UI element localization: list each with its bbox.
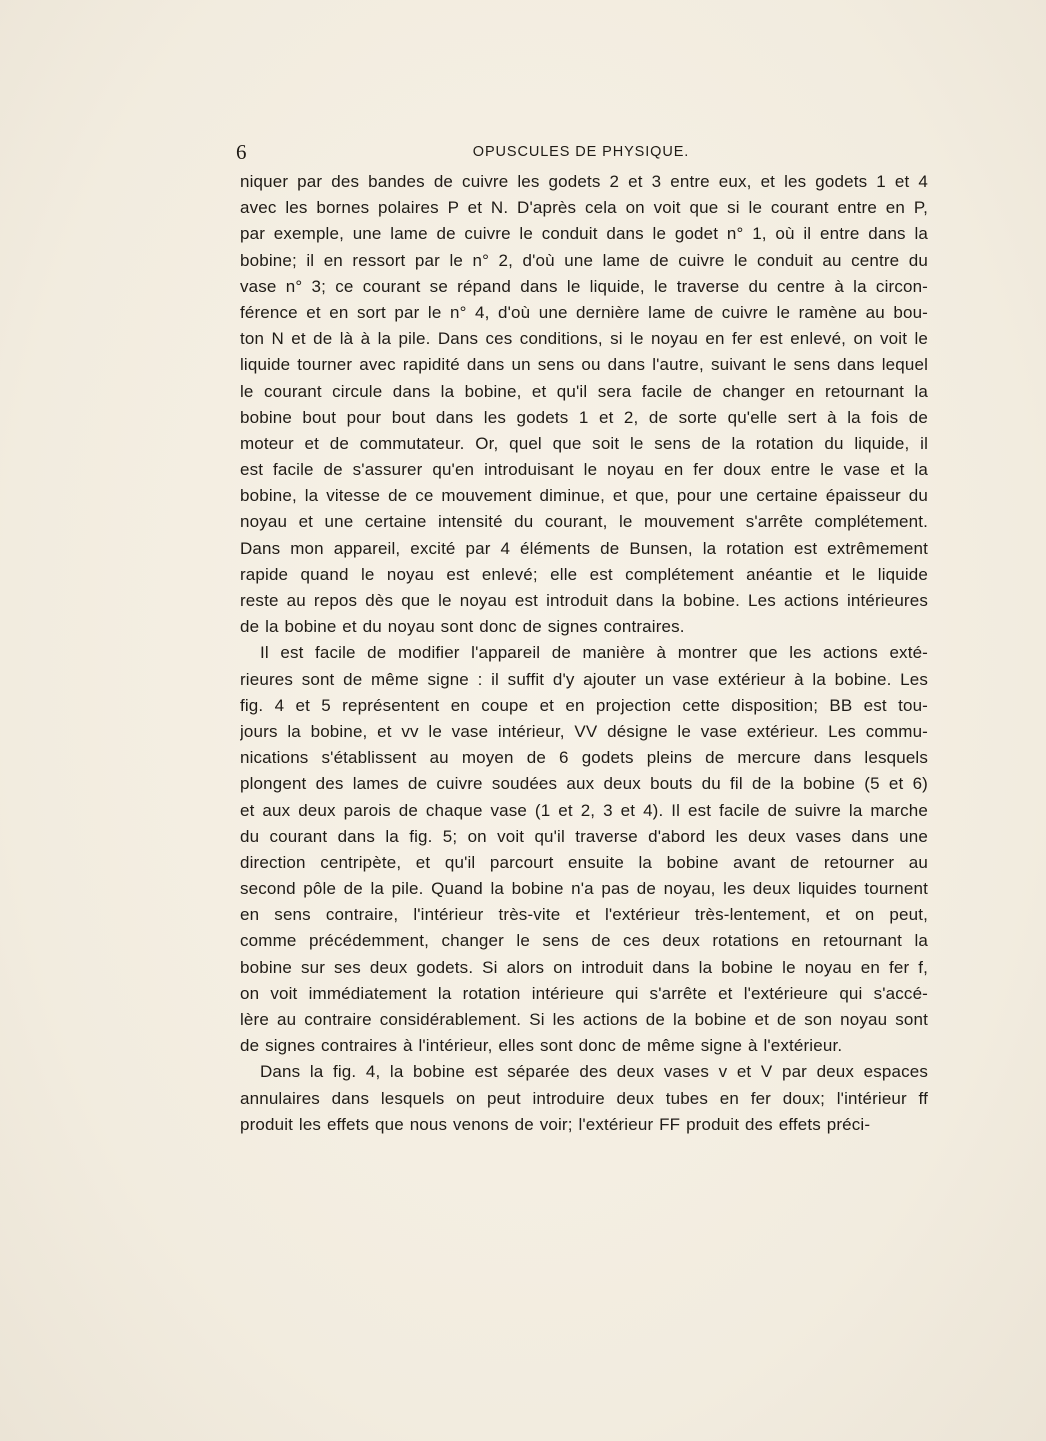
text-line: de la bobine et du noyau sont donc de signes contraires. — [240, 617, 685, 637]
text-line: bobine bout pour bout dans les godets 1 et 2, de sorte qu'elle sert à la fois de — [240, 407, 928, 427]
text-line: est facile de s'assurer qu'en introduisant le noyau en fer doux entre le vase et la — [240, 460, 928, 480]
text-line: annulaires dans lesquels on peut introduire deux tubes en fer doux; l'intérieur ff — [240, 1088, 928, 1108]
text-line: Il est facile de modifier l'appareil de manière à montrer que les actions exté- — [260, 643, 928, 663]
text-line: et aux deux parois de chaque vase (1 et 2, 3 et 4). Il est facile de suivre la marche — [240, 800, 928, 820]
paragraph — [240, 640, 928, 1059]
text-line: rapide quand le noyau est enlevé; elle est complétement anéantie et le liquide — [240, 564, 928, 584]
text-line: second pôle de la pile. Quand la bobine n'a pas de noyau, les deux liquides tournent — [240, 879, 928, 899]
text-line: vase n° 3; ce courant se répand dans le liquide, le traverse du centre à la circon- — [240, 276, 928, 296]
text-line: de signes contraires à l'intérieur, elles sont donc de même signe à l'extérieur. — [240, 1036, 843, 1056]
text-line: le courant circule dans la bobine, et qu'il sera facile de changer en retournant la — [240, 381, 928, 401]
text-line: par exemple, une lame de cuivre le conduit dans le godet n° 1, où il entre dans la — [240, 224, 928, 244]
page-header — [236, 140, 926, 170]
text-line: direction centripète, et qu'il parcourt ensuite la bobine avant de retourner au — [240, 852, 928, 872]
text-line: bobine sur ses deux godets. Si alors on introduit dans la bobine le noyau en fer f, — [240, 957, 928, 977]
paragraph — [240, 169, 928, 640]
running-title: OPUSCULES DE PHYSIQUE. — [472, 144, 690, 160]
text-line: bobine; il en ressort par le n° 2, d'où une lame de cuivre le conduit au centre du — [240, 250, 928, 270]
text-line: Dans mon appareil, excité par 4 éléments de Bunsen, la rotation est extrêmement — [240, 538, 928, 558]
page-number: 6 — [236, 140, 247, 164]
text-line: nications s'établissent au moyen de 6 godets pleins de mercure dans lesquels — [240, 748, 928, 768]
text-line: niquer par des bandes de cuivre les godets 2 et 3 entre eux, et les godets 1 et 4 — [240, 172, 928, 191]
text-line: lère au contraire considérablement. Si les actions de la bobine et de son noyau sont — [240, 1010, 928, 1029]
text-line: du courant dans la fig. 5; on voit qu'il traverse d'abord les deux vases dans une — [240, 826, 928, 846]
text-line: produit les effets que nous venons de voir; l'extérieur FF produit des effets préci- — [240, 1114, 871, 1134]
text-line: fig. 4 et 5 représentent en coupe et en projection cette disposition; BB est tou- — [240, 695, 928, 715]
text-line: rieures sont de même signe : il suffit d'y ajouter un vase extérieur à la bobine. Les — [240, 669, 928, 689]
text-line: moteur et de commutateur. Or, quel que soit le sens de la rotation du liquide, il — [240, 433, 928, 453]
text-line: on voit immédiatement la rotation intérieure qui s'arrête et l'extérieure qui s'accé- — [240, 983, 928, 1003]
text-line: avec les bornes polaires P et N. D'après cela on voit que si le courant entre en P, — [240, 198, 928, 218]
text-line: plongent des lames de cuivre soudées aux deux bouts du fil de la bobine (5 et 6) — [240, 774, 928, 794]
body-text — [240, 169, 928, 1138]
paragraph — [240, 1059, 928, 1138]
text-line: liquide tourner avec rapidité dans un sens ou dans l'autre, suivant le sens dans lequel — [240, 355, 928, 375]
text-line: comme précédemment, changer le sens de ces deux rotations en retournant la — [240, 931, 928, 951]
text-line: en sens contraire, l'intérieur très-vite et l'extérieur très-lentement, et on peut, — [240, 905, 928, 925]
text-line: férence et en sort par le n° 4, d'où une dernière lame de cuivre le ramène au bou- — [240, 302, 928, 322]
text-line: noyau et une certaine intensité du courant, le mouvement s'arrête complétement. — [240, 512, 928, 532]
text-line: Dans la fig. 4, la bobine est séparée des deux vases v et V par deux espaces — [260, 1062, 928, 1082]
text-line: ton N et de là à la pile. Dans ces conditions, si le noyau en fer est enlevé, on voit le — [240, 329, 928, 349]
text-line: reste au repos dès que le noyau est introduit dans la bobine. Les actions intérieures — [240, 591, 928, 610]
text-line: bobine, la vitesse de ce mouvement diminue, et que, pour une certaine épaisseur du — [240, 486, 928, 506]
text-line: jours la bobine, et vv le vase intérieur, VV désigne le vase extérieur. Les commu- — [240, 721, 928, 741]
